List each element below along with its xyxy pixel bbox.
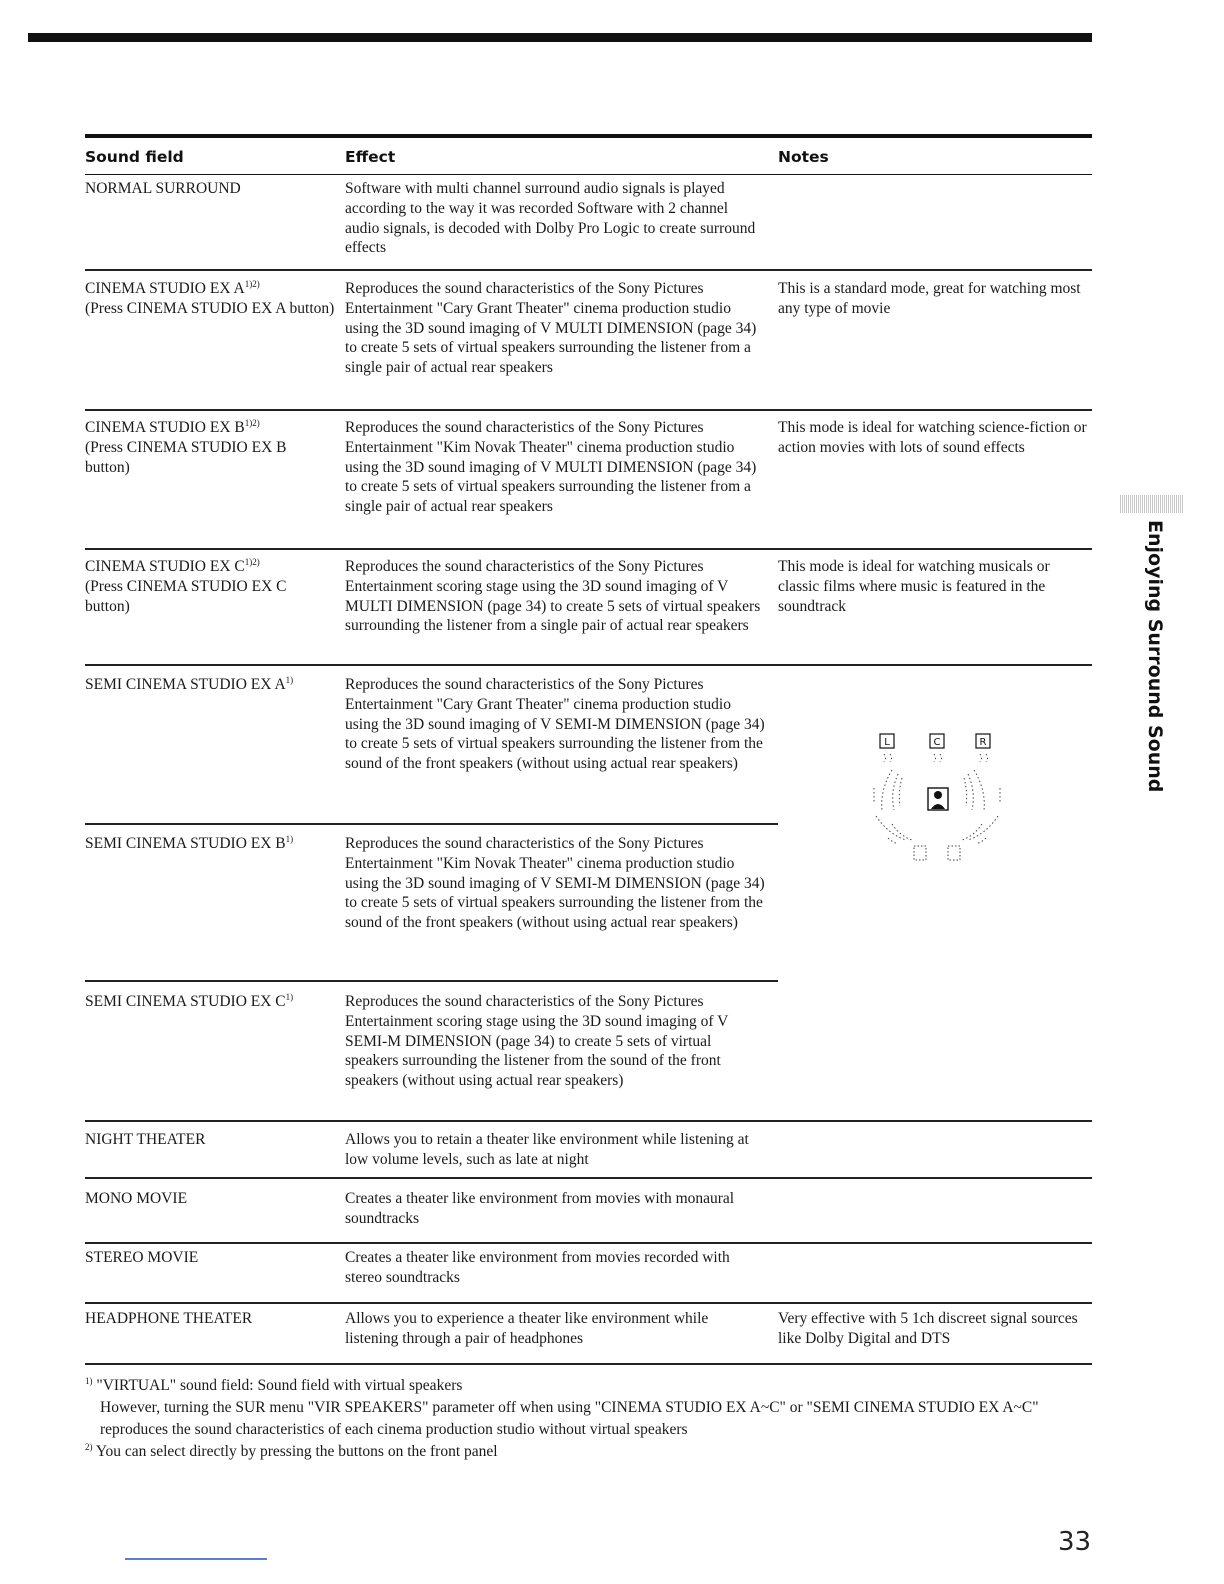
effect-text: Reproduces the sound characteristics of the Sony Pictures Entertainment "Cary Grant Theater" cinema production studio using the 3D sound imaging of V SEMI-M DIMENSION (page 34) to create 5 sets of virtual speakers surrounding the listener from the sound of the front speakers (without using actual rear speakers)	[345, 676, 765, 773]
effect-text: Reproduces the sound characteristics of the Sony Pictures Entertainment "Cary Grant Theater" cinema production studio using the 3D sound imaging of V MULTI DIMENSION (page 34) to create 5 sets of virtual speakers surrounding the listener from a single pair of actual rear speakers	[345, 280, 757, 377]
effect-text: Allows you to experience a theater like environment while listening through a pair of headphones	[345, 1310, 709, 1347]
table-row	[85, 277, 1092, 407]
table-row	[85, 1128, 1092, 1178]
effect-text: Reproduces the sound characteristics of the Sony Pictures Entertainment scoring stage using the 3D sound imaging of V SEMI-M DIMENSION (page 34) to create 5 sets of virtual speakers surrounding the listener from the sound of the front speakers (without using actual rear speakers)	[345, 993, 728, 1090]
field-button-note: (Press CINEMA STUDIO EX B button)	[85, 438, 287, 476]
field-name: STEREO MOVIE	[85, 1249, 199, 1266]
row-divider	[85, 548, 1092, 550]
row-divider	[85, 823, 778, 825]
field-button-note: (Press CINEMA STUDIO EX A button)	[85, 299, 335, 317]
effect-text: Creates a theater like environment from movies recorded with stereo soundtracks	[345, 1249, 730, 1286]
effect-text: Creates a theater like environment from movies with monaural soundtracks	[345, 1190, 735, 1227]
section-side-label: Enjoying Surround Sound	[1144, 520, 1166, 793]
field-name: HEADPHONE THEATER	[85, 1310, 253, 1327]
row-divider	[85, 980, 778, 982]
footnote-2: $^{2)}$ You can select directly by pressing the buttons on the front panel	[85, 1441, 498, 1460]
notes-text: This mode is ideal for watching science-fiction or action movies with lots of sound effects	[778, 419, 1087, 456]
field-name: CINEMA STUDIO EX $C^{1)2)}$	[85, 556, 260, 575]
speaker-center-label: C	[933, 737, 941, 748]
table-row	[85, 990, 1092, 1120]
speaker-right-label: R	[979, 737, 987, 748]
table-header	[85, 138, 1092, 175]
table-row	[85, 1246, 1092, 1296]
row-divider	[85, 1242, 1092, 1244]
field-name: SEMI CINEMA STUDIO EX $C^{1)}$	[85, 991, 294, 1010]
rear-virtual-speakers	[914, 846, 960, 860]
row-divider	[85, 1177, 1092, 1179]
field-name: CINEMA STUDIO EX $A^{1)2)}$	[85, 278, 260, 297]
bottom-rule	[125, 1558, 267, 1560]
effect-text: Reproduces the sound characteristics of the Sony Pictures Entertainment "Kim Novak Theater" cinema production studio using the 3D sound imaging of V MULTI DIMENSION (page 34) to create 5 sets of virtual speakers surrounding the listener from a single pair of actual rear speakers	[345, 419, 757, 516]
field-name: CINEMA STUDIO EX $B^{1)2)}$	[85, 417, 260, 436]
row-divider	[85, 1120, 1092, 1122]
header-effect: Effect	[345, 148, 396, 166]
section-tab-marker	[1120, 495, 1184, 513]
virtual-speaker-diagram	[862, 728, 1012, 878]
field-name: NIGHT THEATER	[85, 1131, 206, 1148]
table-row	[85, 416, 1092, 546]
footnote-1-detail: However, turning the SUR menu "VIR SPEAKERS" parameter off when using "CINEMA STUDIO EX A~C" or "SEMI CINEMA STUDIO EX A~C" reproduces the sound characteristics of each cinema production studio without virtual speakers	[100, 1399, 1039, 1438]
footnotes	[85, 1375, 1085, 1463]
row-divider	[85, 664, 1092, 666]
footnote-1: $^{1)}$ "VIRTUAL" sound field: Sound field with virtual speakers	[85, 1375, 463, 1394]
notes-text: This is a standard mode, great for watching most any type of movie	[778, 280, 1081, 317]
effect-text: Reproduces the sound characteristics of the Sony Pictures Entertainment scoring stage using the 3D sound imaging of V MULTI DIMENSION (page 34) to create 5 sets of virtual speakers surrounding the listener from a single pair of actual rear speakers	[345, 558, 761, 635]
effect-text: Software with multi channel surround audio signals is played according to the way it was recorded Software with 2 channel audio signals, is decoded with Dolby Pro Logic to create surround effects	[345, 180, 756, 257]
effect-text: Allows you to retain a theater like environment while listening at low volume levels, such as late at night	[345, 1131, 749, 1168]
field-name: NORMAL SURROUND	[85, 180, 241, 197]
row-divider	[85, 269, 1092, 271]
sound-field-table	[85, 134, 1092, 1347]
table-row	[85, 555, 1092, 665]
table-row	[85, 1307, 1092, 1357]
header-sound-field: Sound field	[85, 148, 184, 166]
top-rule	[28, 33, 1092, 42]
table-row	[85, 177, 1092, 272]
notes-text: This mode is ideal for watching musicals or classic films where music is featured in the soundtrack	[778, 558, 1050, 615]
effect-text: Reproduces the sound characteristics of the Sony Pictures Entertainment "Kim Novak Theater" cinema production studio using the 3D sound imaging of V SEMI-M DIMENSION (page 34) to create 5 sets of virtual speakers surrounding the listener from the sound of the front speakers (without using actual rear speakers)	[345, 835, 765, 932]
sound-wave-lines	[874, 754, 1000, 844]
table-row	[85, 1187, 1092, 1237]
field-name: SEMI CINEMA STUDIO EX $B^{1)}$	[85, 833, 294, 852]
speaker-left-label: L	[884, 737, 890, 748]
field-button-note: (Press CINEMA STUDIO EX C button)	[85, 577, 287, 615]
page-number: 33	[1058, 1527, 1092, 1557]
row-divider	[85, 409, 1092, 411]
table-bottom-rule	[85, 1363, 1092, 1365]
field-name: SEMI CINEMA STUDIO EX $A^{1)}$	[85, 674, 294, 693]
field-name: MONO MOVIE	[85, 1190, 188, 1207]
listener-icon	[928, 788, 948, 810]
header-notes: Notes	[778, 148, 829, 166]
row-divider	[85, 1302, 1092, 1304]
notes-text: Very effective with 5 1ch discreet signal sources like Dolby Digital and DTS	[778, 1310, 1078, 1347]
